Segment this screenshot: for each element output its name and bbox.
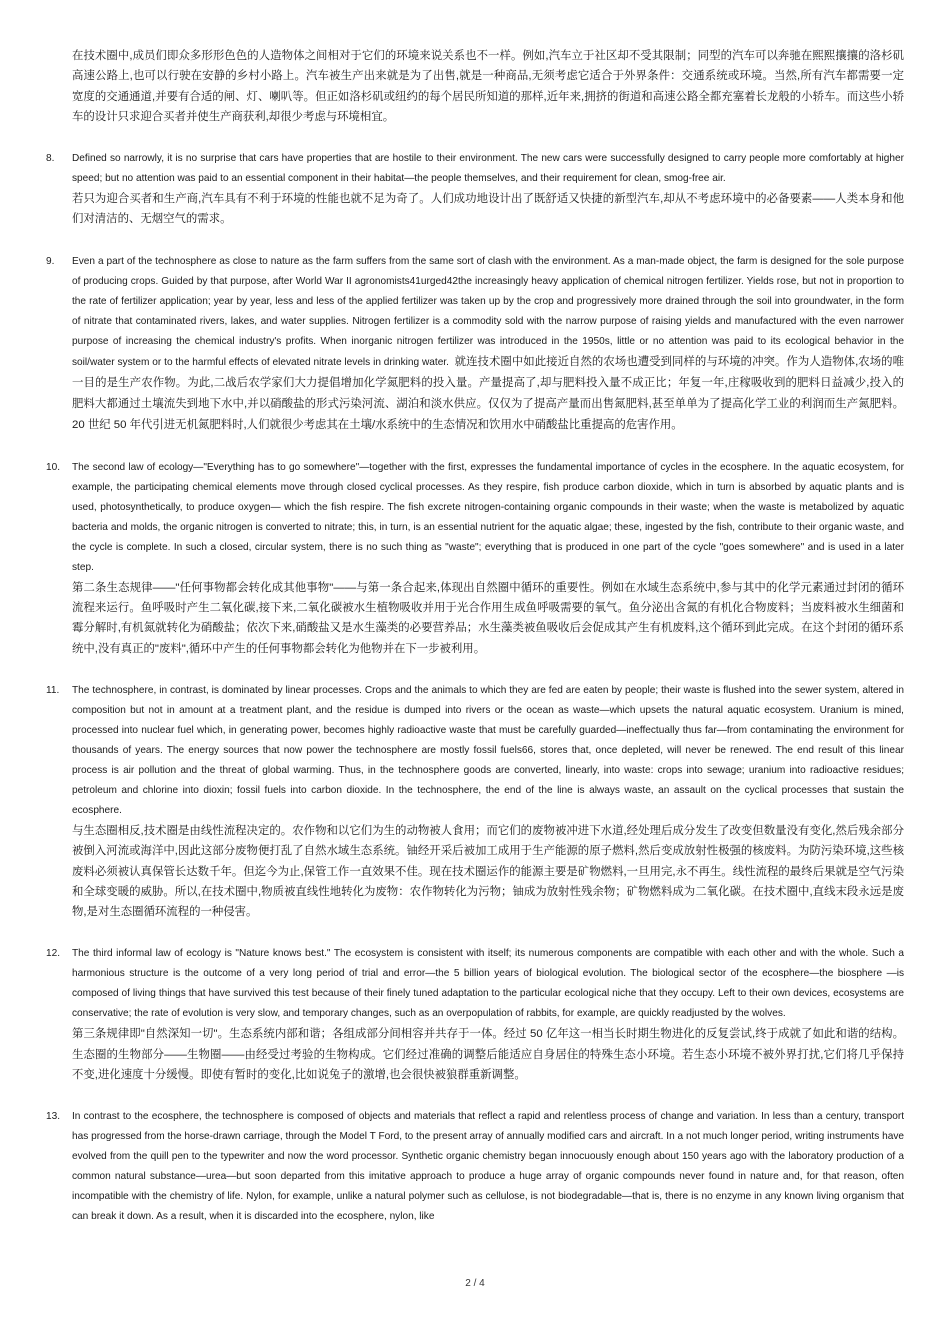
paragraph-en: The third informal law of ecology is "Nature knows best." The ecosystem is consistent with itself; its numerous components are compatible with each other and with the whole. Such a harmonious structure is the outcome of a very long period of trial and error—the 5 billion years of biological evolution. The biological sector of the ecosphere—the biosphere —is composed of living things that have survived this test because of their finely tuned adaptation to the particular ecological niche that they occupy. Left to their own devices, ecosystems are conservative; the rate of evolution is very slow, and temporary changes, such as an overpopulation of rabbits, for example, are quickly readjusted by the wolves. [72,948,904,1020]
paragraph-zh: 若只为迎合买者和生产商,汽车具有不利于环境的性能也就不足为奇了。人们成功地设计出了既舒适又快捷的新型汽车,却从不考虑环境中的必备要素——人类本身和他们对清洁的、无烟空气的需求。 [72,193,904,226]
paragraph-zh-inline: 就连技术圈中如此接近自然的农场也遭受到同样的与环境的冲突。作为人造物体,农场的唯一目的是生产农作物。为此,二战后农学家们大力提倡增加化学氮肥料的投入量。产量提高了,却与肥料投入量不成正比；年复一年,庄稼吸收到的肥料日益减少,投入的肥料大都通过土壤流失到地下水中,并以硝酸盐的形式污染河流、湖泊和淡水供应。仅仅为了提高产量而出售氮肥料,甚至单单为了提高化学工业的利润而生产氮肥料。20 世纪 50 年代引进无机氮肥料时,人们就很少考虑其在土壤/水系统中的生态情况和饮用水中硝酸盐比重提高的危害作用。 [72,355,905,431]
item-number: 10. [46,461,61,473]
paragraph-en [72,252,904,436]
list-item-9 [46,252,905,436]
paragraph-zh: 第二条生态规律——"任何事物都会转化成其他事物"——与第一条合起来,体现出自然圈中循环的重要性。例如在水域生态系统中,参与其中的化学元素通过封闭的循环流程来运行。鱼呼吸时产生二氧化碳,接下来,二氧化碳被水生植物吸收并用于光合作用生成鱼呼吸需要的氧气。鱼分泌出含氮的有机化合物废料；当废料被水生细菌和霉分解时,有机氮就转化为硝酸盐；依次下来,硝酸盐又是水生藻类的必要营养品；水生藻类被鱼吸收后会促成其产生有机废料,这个循环到此完成。在这个封闭的循环系统中,没有真正的"废料",循环中产生的任何事物都会转化为他物并在下一步被利用。 [72,581,904,655]
item-number: 8. [46,153,55,165]
intro-paragraph-zh: 在技术圈中,成员们即众多形形色色的人造物体之间相对于它们的环境来说关系也不一样。例如,汽车立于社区却不受其限制；同型的汽车可以奔驰在熙熙攘攘的洛杉矶高速公路上,也可以行驶在安静的乡村小路上。汽车被生产出来就是为了出售,就是一种商品,无须考虑它适合于外界条件：交通系统或环境。当然,所有汽车都需要一定宽度的交通通道,并要有合适的闸、灯、喇叭等。但正如洛杉矶或纽约的每个居民所知道的那样,近年来,拥挤的街道和高速公路全都充塞着长龙般的小轿车。而这些小轿车的设计只求迎合买者并使生产商获利,却很少考虑与环境相宜。 [72,50,904,123]
page-number: 2 / 4 [465,1278,485,1289]
paragraph-en-text: Even a part of the technosphere as close to nature as the farm suffers from the same sort of clash with the environment. As a man-made object, the farm is designed for the sole purpose of producing crops. Guided by that purpose, after World War II agronomists41urged42the increasingly heavy application of chemical nitrogen fertilizer. Yields rose, but not in proportion to the rate of fertilizer application; year by year, less and less of the applied fertilizer was taken up by the crop and progressively more drained through the soil into groundwater, in the form of nitrate that contaminated rivers, lakes, and water supplies. Nitrogen fertilizer is a commodity sold with the narrow purpose of raising yields and manufactured with the even narrower purpose of increasing the chemical industry's profits. When inorganic nitrogen fertilizer was introduced in the 1950s, little or no attention was paid to its ecological behavior in the soil/water system or to the harmful effects of elevated nitrate levels in drinking water. [72,255,904,368]
paragraph-zh: 第三条规律即"自然深知一切"。生态系统内部和谐；各组成部分间相容并共存于一体。经过 50 亿年这一相当长时期生物进化的反复尝试,终于成就了如此和谐的结构。生态圈的生物部分——生物圈——由经受过考验的生物构成。它们经过准确的调整后能适应自身居住的特殊生态小环境。若生态小环境不被外界打扰,它们将几乎保持不变,进化速度十分缓慢。即使有暂时的变化,比如说兔子的激增,也会很快被狼群重新调整。 [72,1028,904,1082]
list-item-8 [46,149,904,230]
list-item-11 [46,681,904,922]
item-number: 9. [46,255,55,267]
list-item-12 [46,944,904,1085]
item-number: 13. [46,1111,61,1123]
item-number: 12. [46,948,61,960]
list-item-10 [46,458,904,659]
paragraph-en: In contrast to the ecosphere, the technosphere is composed of objects and materials that reflect a rapid and relentless process of change and variation. In less than a century, transport has progressed from the horse-drawn carriage, through the Model T Ford, to the present array of annually modified cars and aircraft. In a not much longer period, writing instruments have evolved from the quill pen to the typewriter and now the word processor. Synthetic organic chemistry began innocuously enough about 150 years ago with the laboratory production of a common natural substance—urea—but soon departed from this imitative approach to produce a huge array of organic compounds never found in nature and, for that reason, often incompatible with the chemistry of life. Nylon, for example, unlike a natural polymer such as cellulose, is not biodegradable—that is, there is no enzyme in any known living organism that can break it down. As a result, when it is discarded into the ecosphere, nylon, like [72,1111,904,1223]
document-body [46,46,905,1227]
paragraph-en: Defined so narrowly, it is no surprise that cars have properties that are hostile to their environment. The new cars were successfully designed to carry people more comfortably at higher speed; but no attention was paid to an essential component in their habitat—the people themselves, and their requirement for clean, smog-free air. [72,153,904,185]
paragraph-en: The technosphere, in contrast, is dominated by linear processes. Crops and the animals to which they are fed are eaten by people; their waste is flushed into the sewer system, altered in composition but not in amount at a treatment plant, and the residue is dumped into rivers or the ocean as waste—which upsets the natural aquatic ecosystem. Uranium is mined, processed into nuclear fuel which, in generating power, becomes highly radioactive waste that must be carefully guarded—ineffectually thus far—from contaminating the environment for thousands of years. The energy sources that now power the technosphere are mostly fossil fuels66, stores that, once depleted, will never be renewed. The end result of this linear process is air pollution and the threat of global warming. Thus, in the technosphere goods are converted, linearly, into waste: crops into sewage; uranium into radioactive residues; petroleum and chlorine into dioxin; fossil fuels into carbon dioxide. In the technosphere, the end of the line is always waste, an assault on the cyclical processes that sustain the ecosphere. [72,684,904,816]
paragraph-zh: 与生态圈相反,技术圈是由线性流程决定的。农作物和以它们为生的动物被人食用；而它们的废物被冲进下水道,经处理后成分发生了改变但数量没有变化,然后残余部分被倒入河流或海洋中,因此这部分废物便打乱了自然水域生态系统。铀经开采后被加工成用于生产能源的原子燃料,然后变成放射性极强的核废料。为防污染环境,这些核废料必须被认真保管长达数千年。但迄今为止,保管工作一直效果不佳。现在技术圈运作的能源主要是矿物燃料,一旦用完,永不再生。线性流程的最终后果就是空气污染和全球变暖的威胁。所以,在技术圈中,物质被直线性地转化为废物：农作物转化为污物；铀成为放射性残余物；矿物燃料成为二氧化碳。在技术圈中,直线末段永远是废物,是对生态圈循环流程的一种侵害。 [72,824,904,919]
item-number: 11. [46,684,60,696]
list-item-13 [46,1107,904,1227]
paragraph-en: The second law of ecology—"Everything has to go somewhere"—together with the first, expresses the fundamental importance of cycles in the ecosphere. In the aquatic ecosystem, for example, the participating chemical elements move through closed cyclical processes. As they respire, fish produce carbon dioxide, which in turn is absorbed by aquatic plants and is used, photosynthetically, to produce oxygen— which the fish respire. The fish excrete nitrogen-containing organic compounds in their waste; when the waste is metabolized by aquatic bacteria and molds, the organic nitrogen is converted to nitrate; this, in turn, is an essential nutrient for the aquatic algae; these, ingested by the fish, contribute to their organic waste, and the cycle is complete. In such a closed, circular system, there is no such thing as "waste"; everything that is produced in one part of the cycle "goes somewhere" and is used in a later step. [72,461,904,573]
